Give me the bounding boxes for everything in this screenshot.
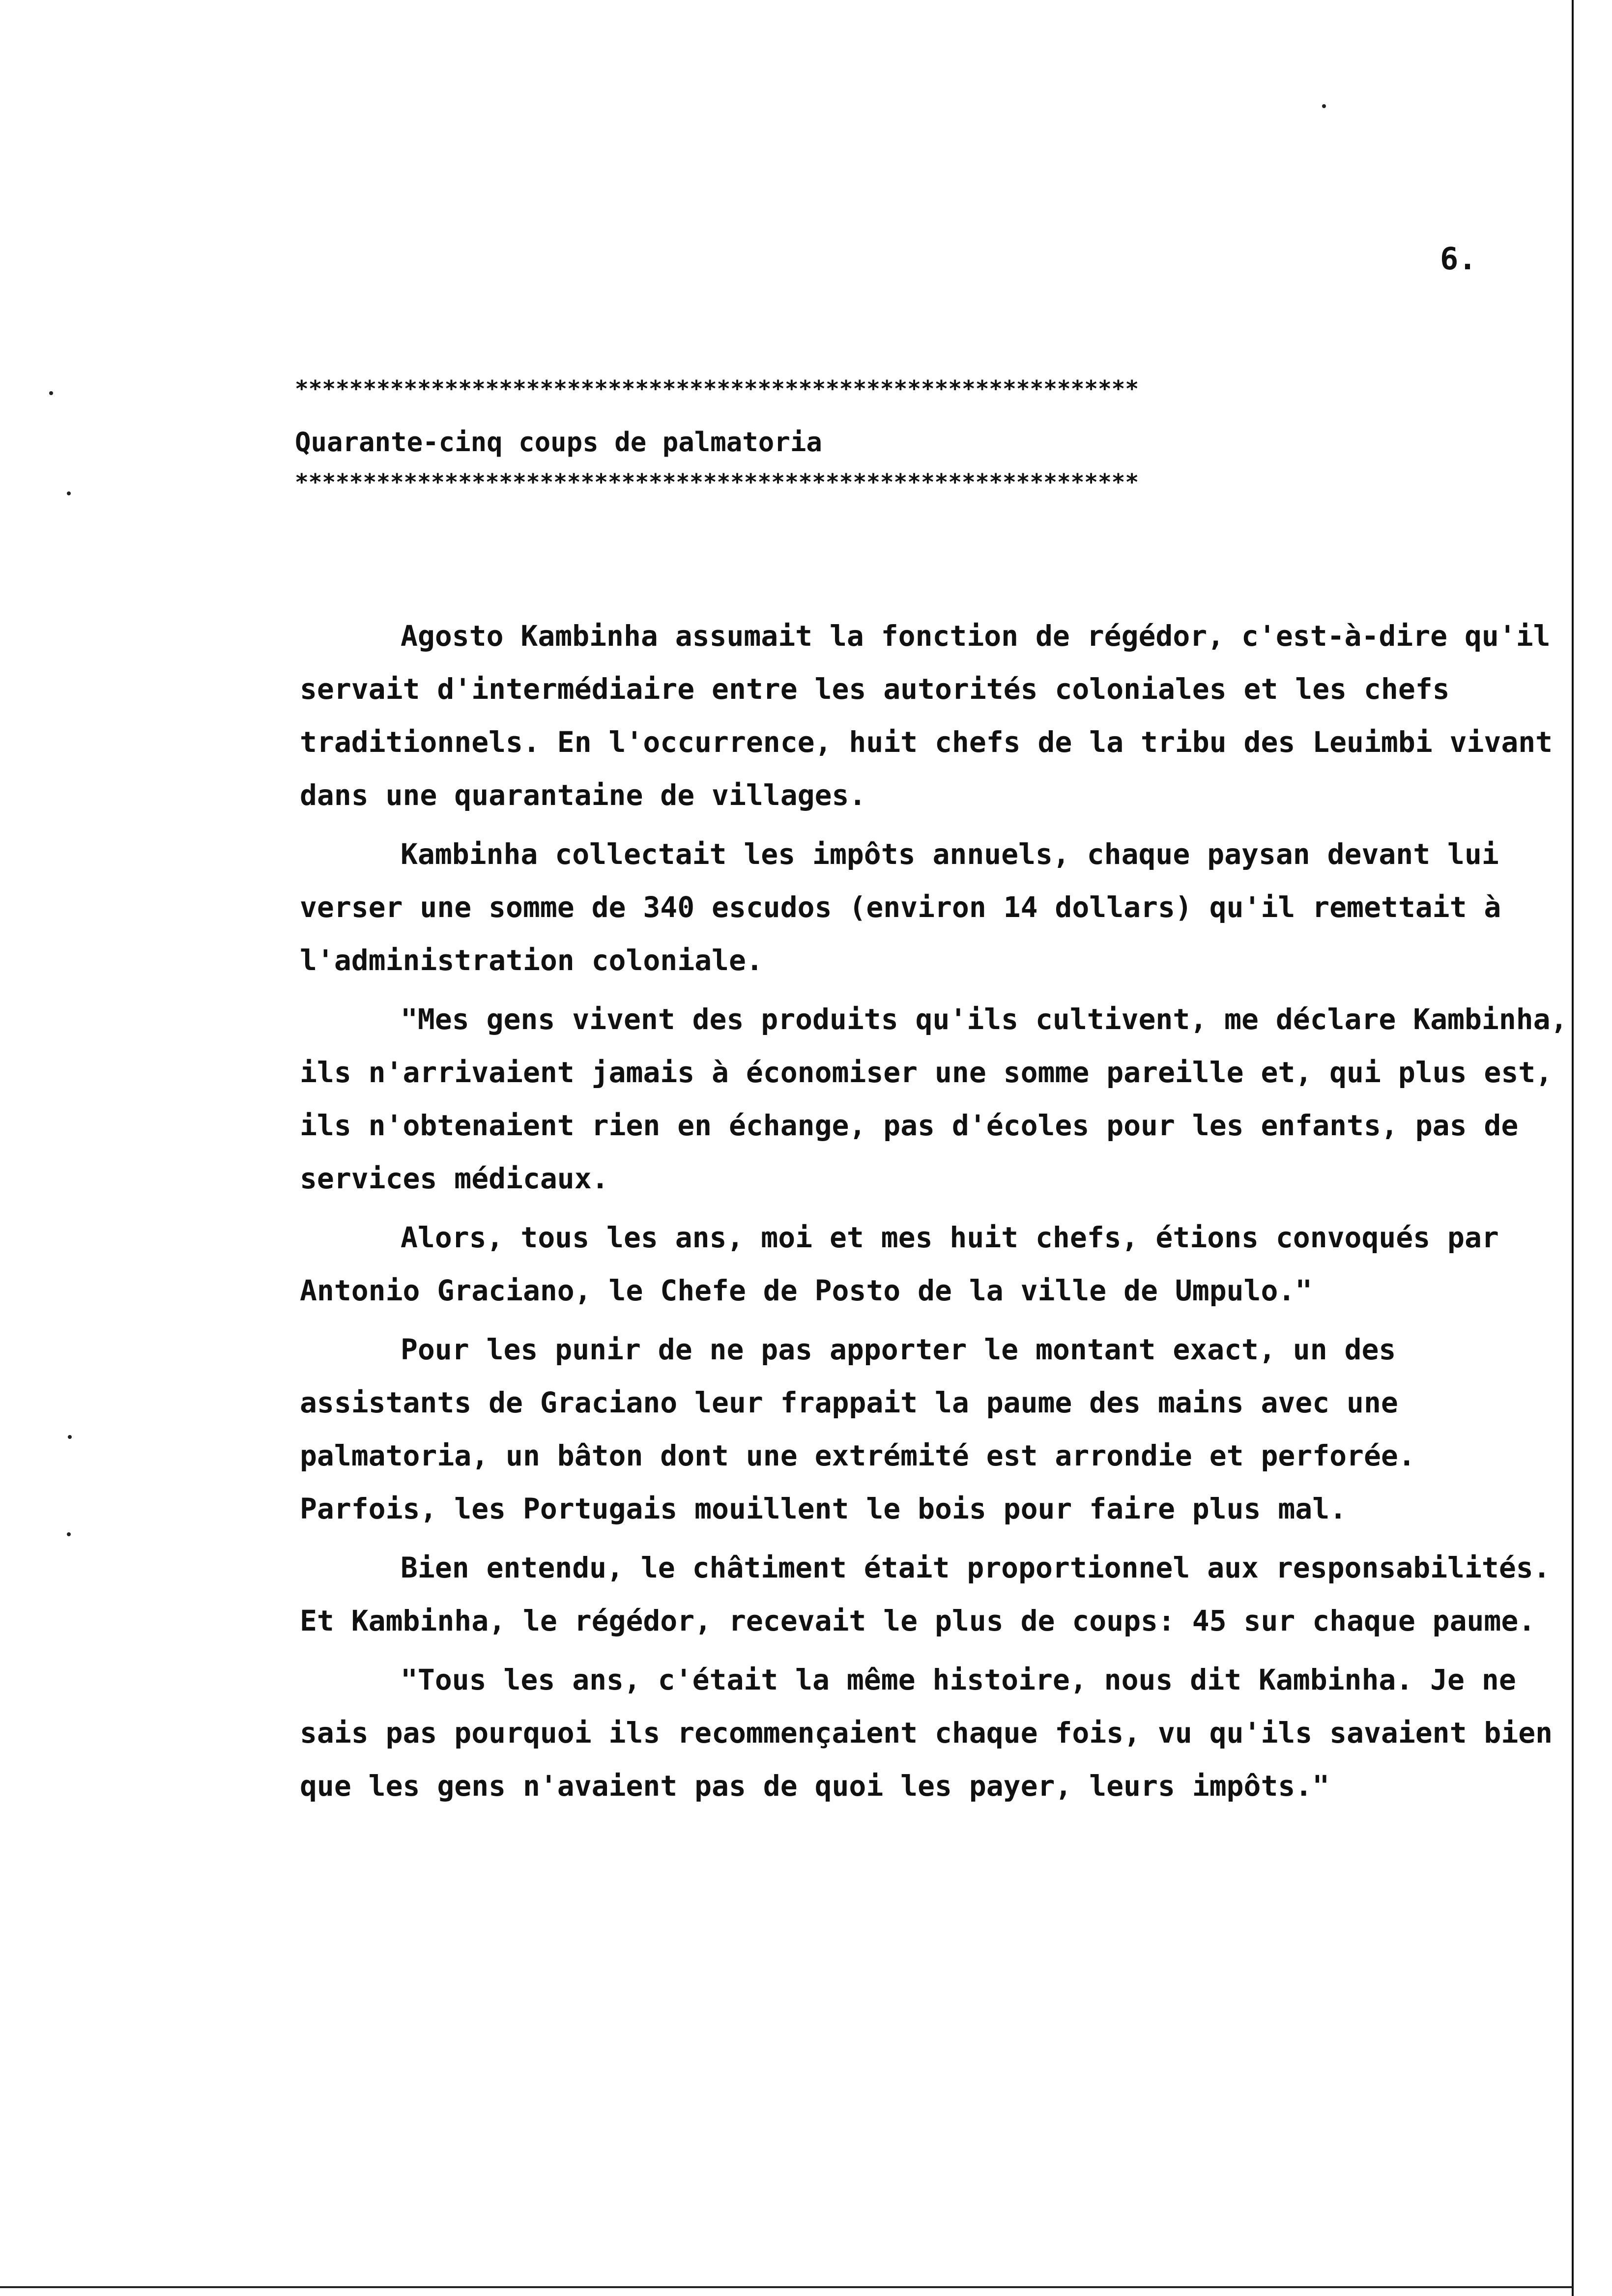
page-number: 6.	[1440, 241, 1477, 277]
scan-speck	[1322, 104, 1326, 108]
bottom-edge-rule	[0, 2286, 1573, 2288]
right-margin-rule	[1572, 0, 1574, 2296]
scan-speck	[49, 391, 53, 395]
paragraph-1: Agosto Kambinha assumait la fonction de régédor, c'est-à-dire qu'il servait d'intermédiaire entre les autorités coloniales et les chefs traditionnels. En l'occurrence, huit chefs de la tribu des Leuimbi vivant dans une quarantaine de villages.	[300, 619, 1553, 812]
body-text	[300, 609, 1568, 1818]
separator-bottom: **************************************************************	[295, 469, 1139, 495]
scan-speck	[67, 491, 71, 495]
paragraph-7: "Tous les ans, c'était la même histoire, nous dit Kambinha. Je ne sais pas pourquoi ils recommençaient chaque fois, vu qu'ils savaient bien que les gens n'avaient pas de quoi les payer, leurs impôts."	[300, 1663, 1553, 1803]
paragraph-2: Kambinha collectait les impôts annuels, chaque paysan devant lui verser une somme de 340 escudos (environ 14 dollars) qu'il remettait à l'administration coloniale.	[300, 837, 1501, 977]
separator-top: **************************************************************	[295, 375, 1139, 402]
paragraph-4: Alors, tous les ans, moi et mes huit chefs, étions convoqués par Antonio Graciano, le Chefe de Posto de la ville de Umpulo."	[300, 1221, 1499, 1307]
paragraph-6: Bien entendu, le châtiment était proportionnel aux responsabilités. Et Kambinha, le régédor, recevait le plus de coups: 45 sur chaque paume.	[300, 1551, 1551, 1637]
paragraph-3: "Mes gens vivent des produits qu'ils cultivent, me déclare Kambinha, ils n'arrivaient jamais à économiser une somme pareille et, qui plus est, ils n'obtenaient rien en échange, pas d'écoles pour les enfants, pas de services médicaux.	[300, 1003, 1568, 1195]
scan-speck	[67, 1532, 71, 1536]
paragraph-5: Pour les punir de ne pas apporter le montant exact, un des assistants de Graciano leur frappait la paume des mains avec une palmatoria, un bâton dont une extrémité est arrondie et perforée. Parfois, les Portugais mouillent le bois pour faire plus mal.	[300, 1333, 1415, 1525]
section-title: Quarante-cinq coups de palmatoria	[295, 427, 822, 458]
scan-speck	[68, 1435, 72, 1439]
